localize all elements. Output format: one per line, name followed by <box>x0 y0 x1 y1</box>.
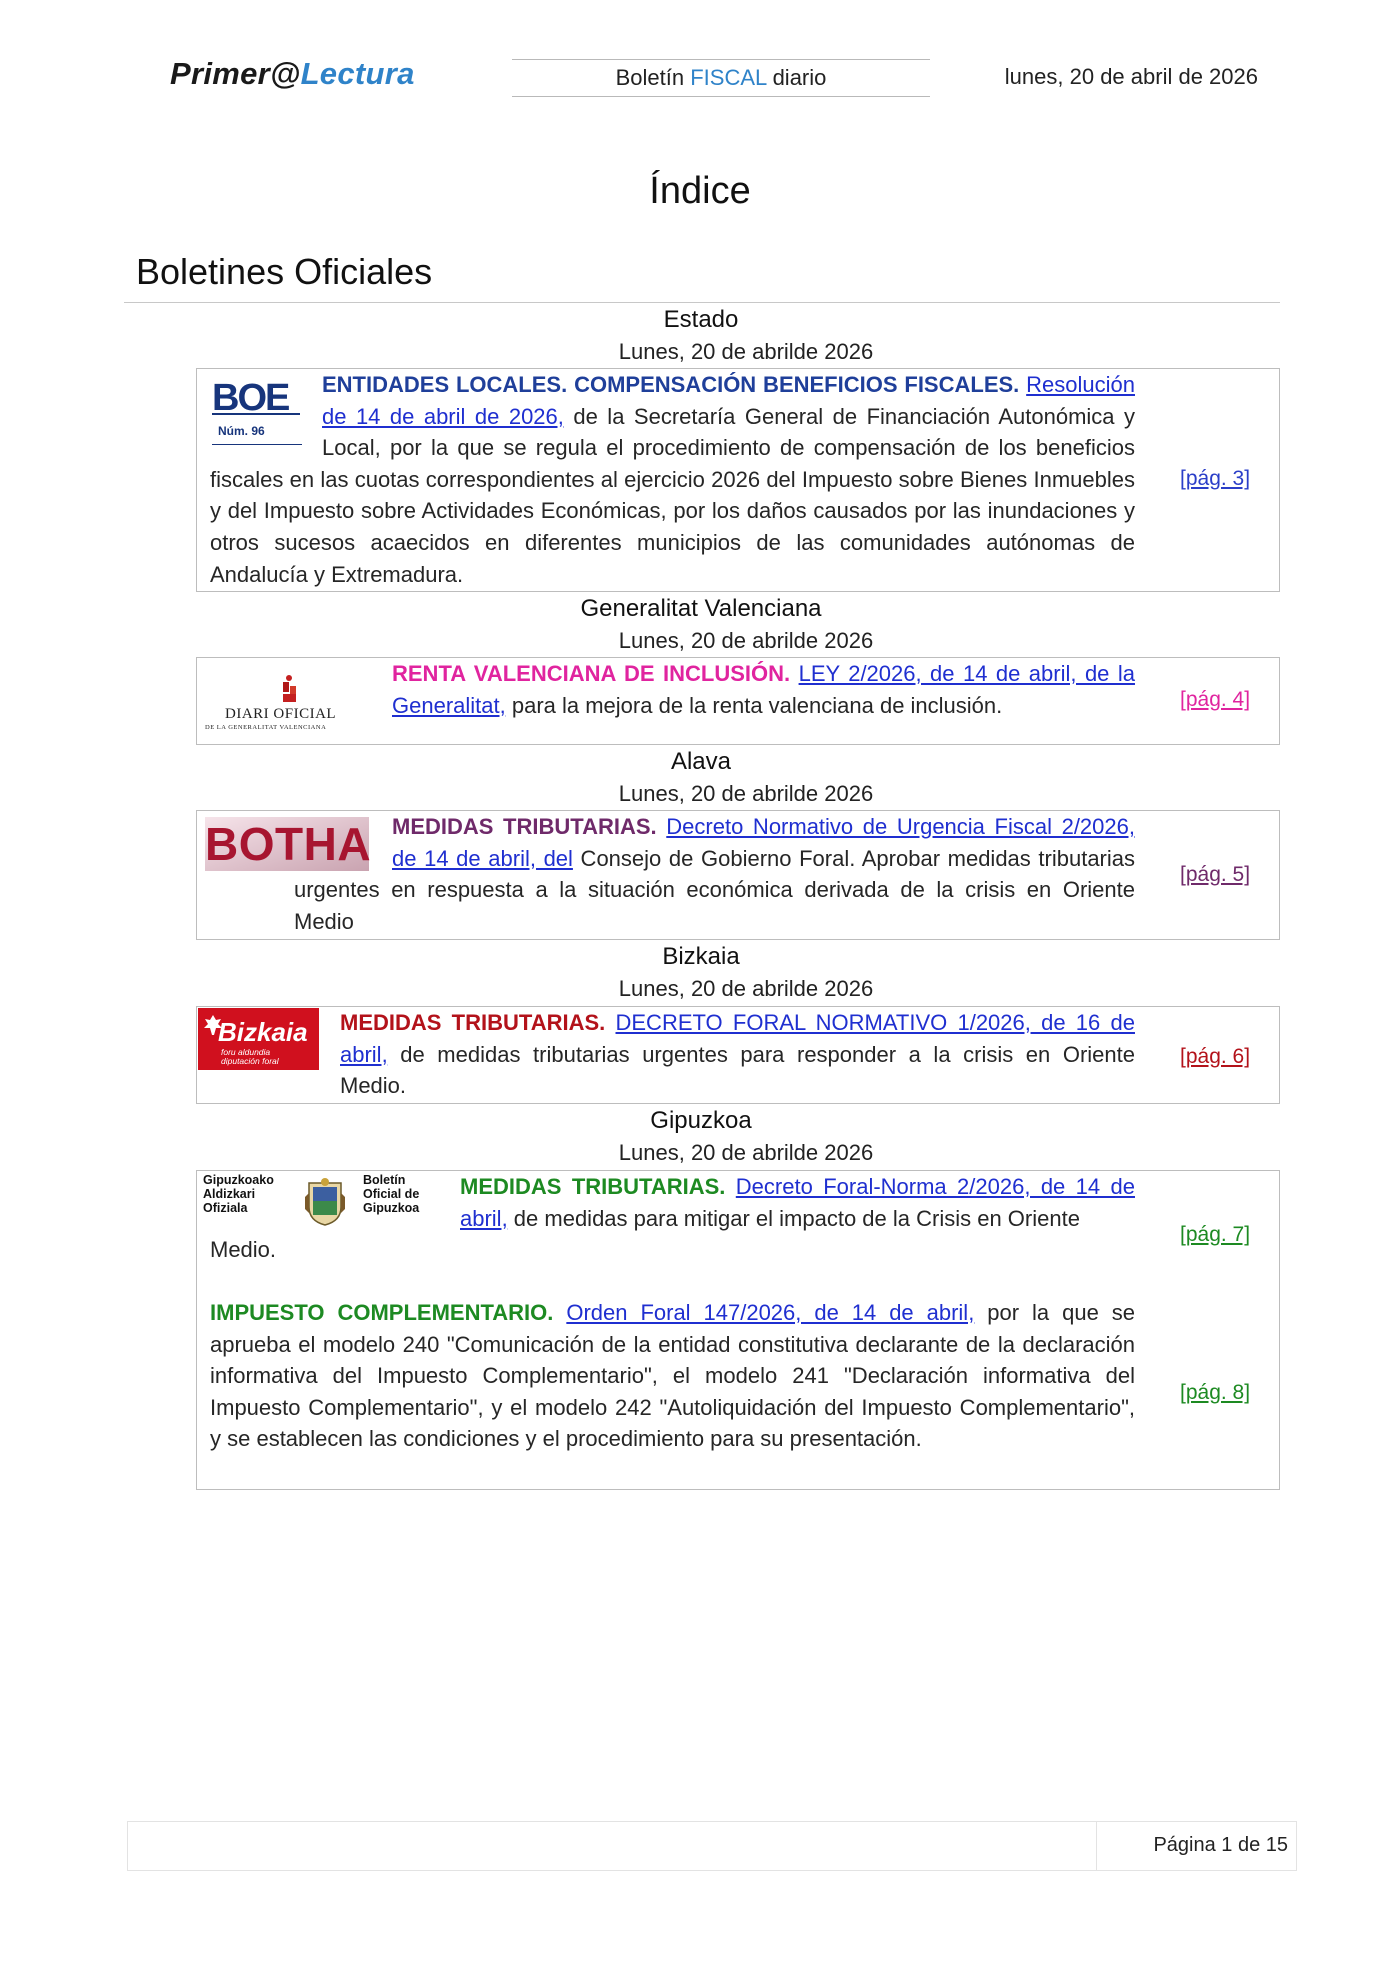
entry-link[interactable]: Decreto Foral-Norma 2/2026, de 14 de abril, <box>460 1174 1135 1231</box>
entry-link[interactable]: Resolución de 14 de abril de 2026, <box>322 372 1135 429</box>
region-date: Lunes, 20 de abrilde 2026 <box>618 781 874 806</box>
page-link[interactable]: [pág. 3] <box>1180 467 1251 490</box>
entry-lead: RENTA VALENCIANA DE INCLUSIÓN. <box>392 661 791 686</box>
entry-box-estado <box>196 368 1280 592</box>
entry-lead: MEDIDAS TRIBUTARIAS. <box>460 1174 726 1199</box>
bulletin-name <box>512 59 930 97</box>
entry-lead: ENTIDADES LOCALES. COMPENSACIÓN BENEFICIOS FISCALES. <box>322 372 1020 397</box>
section-divider <box>124 302 1280 303</box>
svg-text:BOE: BOE <box>212 377 289 419</box>
entry-link-2[interactable]: Orden Foral 147/2026, de 14 de abril, <box>566 1300 975 1325</box>
footer-box <box>127 1821 1297 1871</box>
entry-lead: MEDIDAS TRIBUTARIAS. <box>340 1010 606 1035</box>
region-date: Lunes, 20 de abrilde 2026 <box>618 628 874 653</box>
entry-text <box>460 1171 1135 1234</box>
region-heading: Bizkaia <box>662 943 740 970</box>
bulletin-post: diario <box>766 65 827 90</box>
entry-description: de la Secretaría General de Financiación Autonómica y Local, por la que se regula el procedimiento de compensación de los beneficios fiscales en las cuotas correspondientes al ejercicio 2026 del Impuesto sobre Bienes Inmuebles y del Impuesto sobre Actividades Económicas, por los daños causados por las inundaciones y otros sucesos acaecidos en diferentes municipios de las comunidades autónomas de Andalucía y Extremadura. <box>210 403 1135 587</box>
entry-lead-2: IMPUESTO COMPLEMENTARIO. <box>210 1300 554 1325</box>
entry-description: Consejo de Gobierno Foral. Aprobar medidas tributarias urgentes en respuesta a la situación económica derivada de la crisis en Oriente Medio <box>294 845 1136 934</box>
boe-number: Núm. 96 <box>218 424 265 438</box>
bizkaia-sub1: foru aldundia <box>221 1047 271 1057</box>
page-link-2[interactable]: [pág. 8] <box>1180 1381 1251 1404</box>
entry-description: de medidas tributarias urgentes para responder a la crisis en Oriente Medio. <box>340 1041 1135 1099</box>
entry-text <box>392 658 1135 721</box>
entry-box-valenciana <box>196 657 1280 745</box>
gipuzkoa-right3: Gipuzkoa <box>363 1201 420 1215</box>
entry-box-alava <box>196 810 1280 940</box>
page-link[interactable]: [pág. 5] <box>1180 863 1251 886</box>
entry-text-2 <box>210 1297 1135 1455</box>
logo-spacer <box>294 811 392 873</box>
entry-description-2: por la que se aprueba el modelo 240 "Comunicación de la entidad constitutiva declarante de la declaración informativa del Impuesto Complementario", el modelo 241 "Declaración informativa del Impuesto Complementario", y el modelo 242 "Autoliquidación del Impuesto Complementario", y se establecen las condiciones y el procedimiento para su presentación. <box>210 1300 1135 1452</box>
brand-part2: Lectura <box>300 56 415 91</box>
page-link[interactable]: [pág. 6] <box>1180 1045 1251 1068</box>
brand-logo <box>170 56 415 92</box>
region-heading: Generalitat Valenciana <box>580 595 822 622</box>
region-heading: Gipuzkoa <box>650 1107 752 1134</box>
botha-logo-text: BOTHA <box>205 818 372 870</box>
gipuzkoa-left2: Aldizkari <box>203 1187 256 1201</box>
entry-lead: MEDIDAS TRIBUTARIAS. <box>392 814 657 839</box>
dogv-logo-sub: DE LA GENERALITAT VALENCIANA <box>205 724 327 731</box>
entry-description: para la mejora de la renta valenciana de inclusión. <box>505 692 1003 718</box>
bulletin-fiscal: FISCAL <box>690 65 767 90</box>
page-title: Índice <box>649 170 751 212</box>
entry-text <box>294 811 1135 937</box>
bulletin-pre: Boletín <box>615 65 691 90</box>
gipuzkoa-right2: Oficial de <box>363 1187 420 1201</box>
entry-link[interactable]: LEY 2/2026, de 14 de abril, de la Generalitat, <box>392 661 1135 718</box>
region-date: Lunes, 20 de abrilde 2026 <box>618 1140 874 1165</box>
section-title: Boletines Oficiales <box>136 251 433 292</box>
gipuzkoa-logo-right <box>363 1173 419 1215</box>
entry-text <box>210 369 1135 590</box>
entry-text <box>340 1007 1135 1102</box>
coat-of-arms-icon <box>301 1177 349 1227</box>
logo-spacer <box>210 369 322 449</box>
entry-description: de medidas para mitigar el impacto de la Crisis en Oriente <box>507 1205 1080 1231</box>
bizkaia-sub2: diputación foral <box>221 1056 279 1066</box>
entry-link[interactable]: DECRETO FORAL NORMATIVO 1/2026, de 16 de abril, <box>340 1010 1135 1067</box>
brand-part1: Primer@ <box>170 56 301 91</box>
entry-text-continued: Medio. <box>210 1237 277 1262</box>
entry-link[interactable]: Decreto Normativo de Urgencia Fiscal 2/2026, de 14 de abril, del <box>392 814 1135 871</box>
bizkaia-logo-sub <box>221 1048 279 1066</box>
page-link[interactable]: [pág. 7] <box>1180 1223 1251 1246</box>
dogv-logo-text: DIARI OFICIAL <box>225 706 337 722</box>
page-number: Página 1 de 15 <box>1153 1834 1288 1856</box>
bizkaia-logo-text: Bizkaia <box>218 1017 308 1047</box>
gipuzkoa-left1: Gipuzkoako <box>203 1173 274 1187</box>
gipuzkoa-left3: Ofiziala <box>203 1201 248 1215</box>
region-heading: Estado <box>663 306 739 333</box>
region-heading: Alava <box>670 748 732 775</box>
gipuzkoa-right1: Boletín <box>363 1173 406 1187</box>
page-link[interactable]: [pág. 4] <box>1180 688 1251 711</box>
entry-box-gipuzkoa <box>196 1170 1280 1490</box>
header-date: lunes, 20 de abril de 2026 <box>1004 64 1258 89</box>
entry-box-bizkaia <box>196 1006 1280 1104</box>
footer-divider <box>1096 1821 1097 1871</box>
gipuzkoa-logo-left <box>203 1173 274 1215</box>
region-date: Lunes, 20 de abrilde 2026 <box>618 339 874 364</box>
region-date: Lunes, 20 de abrilde 2026 <box>618 976 874 1001</box>
